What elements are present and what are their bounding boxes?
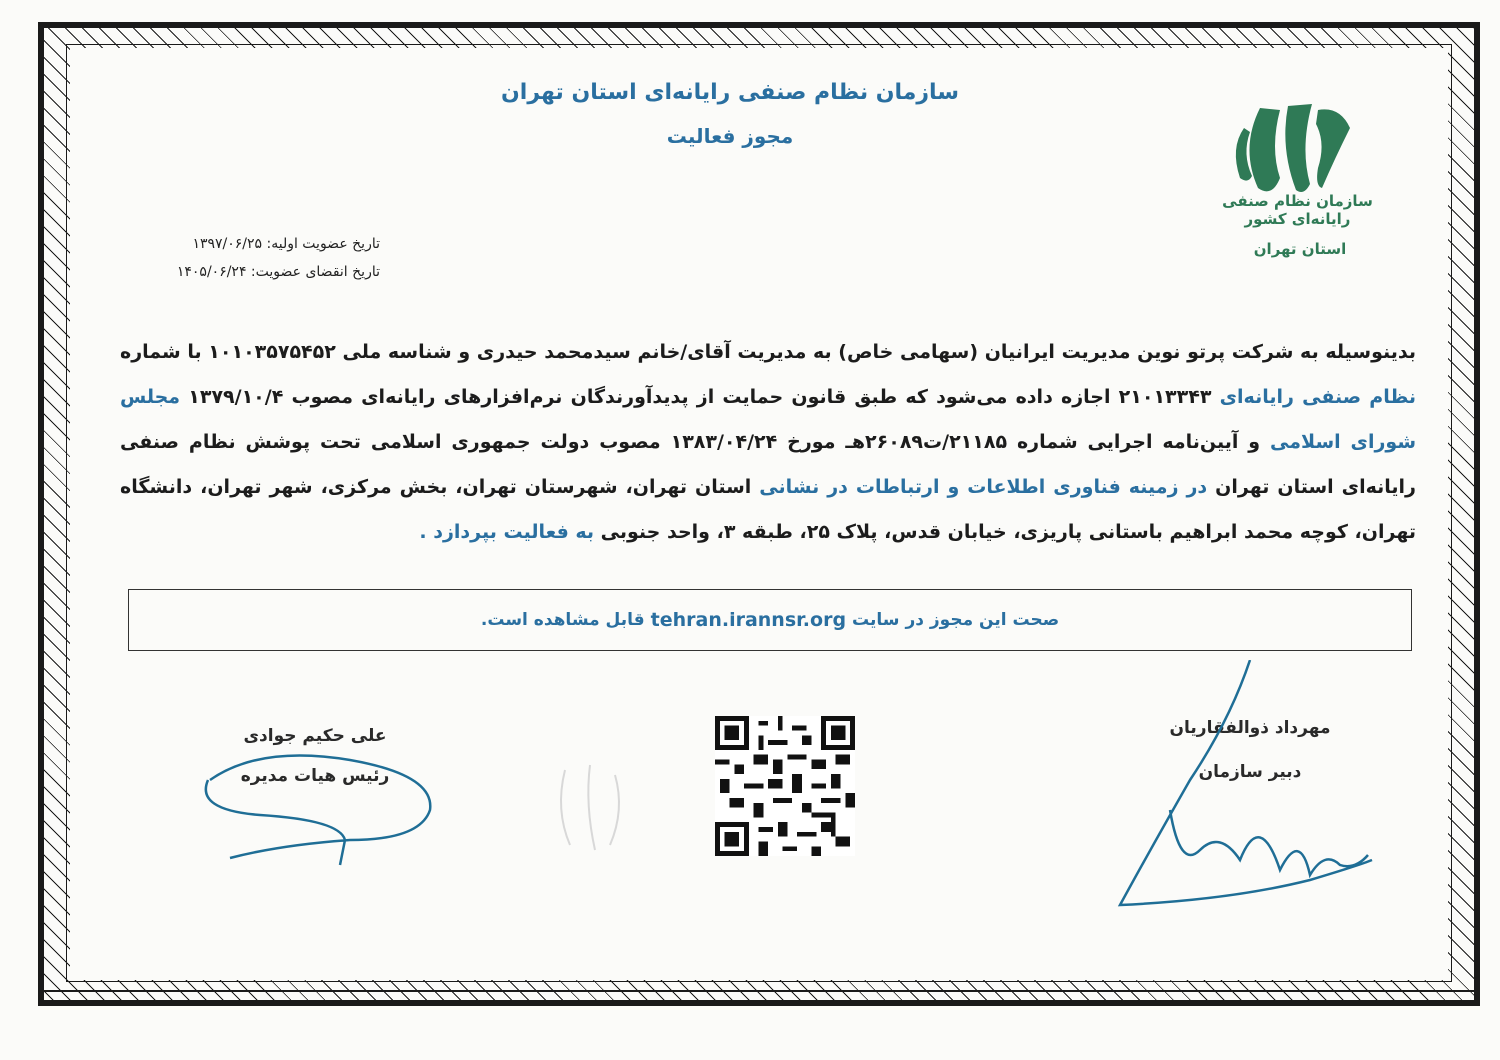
verification-site-link[interactable]: tehran.irannsr.org xyxy=(650,609,847,631)
chairman-signature xyxy=(200,740,450,870)
verification-box xyxy=(128,589,1412,651)
logo-province: استان تهران xyxy=(1253,240,1347,258)
body-highlight-2: مجلس شورای اسلامی xyxy=(120,386,1417,453)
secretary-name: مهرداد ذوالفقاریان xyxy=(1169,718,1331,738)
secretary-signature xyxy=(1110,660,1380,915)
document-title: مجوز فعالیت xyxy=(666,124,794,148)
body-part-3: و آیین‌نامه اجرایی شماره ۲۱۱۸۵/ت۲۶۰۸۹هـ مورخ ۱۳۸۳/۰۴/۲۴ مصوب دولت جمهوری اسلامی تحت پوشش نظام صنفی رایانه‌ای استان تهران xyxy=(120,431,1416,498)
verification-prefix: صحت این مجوز در سایت xyxy=(852,610,1060,630)
verification-suffix: قابل مشاهده است. xyxy=(480,610,645,630)
membership-start-date: تاریخ عضویت اولیه: ۱۳۹۷/۰۶/۲۵ xyxy=(192,236,380,252)
border-bottom-band xyxy=(42,990,1478,1002)
body-highlight-3: در زمینه فناوری اطلاعات و ارتباطات در نشانی xyxy=(759,476,1208,498)
faint-stamp-mark xyxy=(545,750,635,860)
verification-qr-code[interactable] xyxy=(715,716,855,856)
body-part-2: ۲۱۰۱۳۳۴۳ اجازه داده می‌شود که طبق قانون حمایت از پدیدآورندگان نرم‌افزارهای رایانه‌ای مصوب ۱۳۷۹/۱۰/۴ xyxy=(180,386,1220,408)
secretary-role: دبیر سازمان xyxy=(1198,762,1302,782)
membership-end-date: تاریخ انقضای عضویت: ۱۴۰۵/۰۶/۲۴ xyxy=(176,264,380,280)
chairman-name: علی حکیم جوادی xyxy=(243,726,387,746)
body-highlight-1: نظام صنفی رایانه‌ای xyxy=(1219,386,1416,408)
body-highlight-4: به فعالیت بپردازد . xyxy=(419,521,595,543)
body-part-4: استان تهران، شهرستان تهران، بخش مرکزی، شهر تهران، دانشگاه تهران، کوچه محمد ابراهیم باستانی پاریزی، خیابان قدس، پلاک ۲۵، طبقه ۳، واحد جنوبی xyxy=(120,476,1416,543)
logo-caption: سازمان نظام صنفی رایانه‌ای کشور xyxy=(1222,192,1373,228)
body-part-1: بدینوسیله به شرکت پرتو نوین مدیریت ایرانیان (سهامی خاص) به مدیریت آقای/خانم سیدمحمد حیدری و شناسه ملی ۱۰۱۰۳۵۷۵۴۵۲ با شماره xyxy=(120,341,1416,363)
chairman-role: رئیس هیات مدیره xyxy=(240,766,390,786)
license-body-text xyxy=(120,330,1416,555)
organization-title: سازمان نظام صنفی رایانه‌ای استان تهران xyxy=(501,80,959,105)
